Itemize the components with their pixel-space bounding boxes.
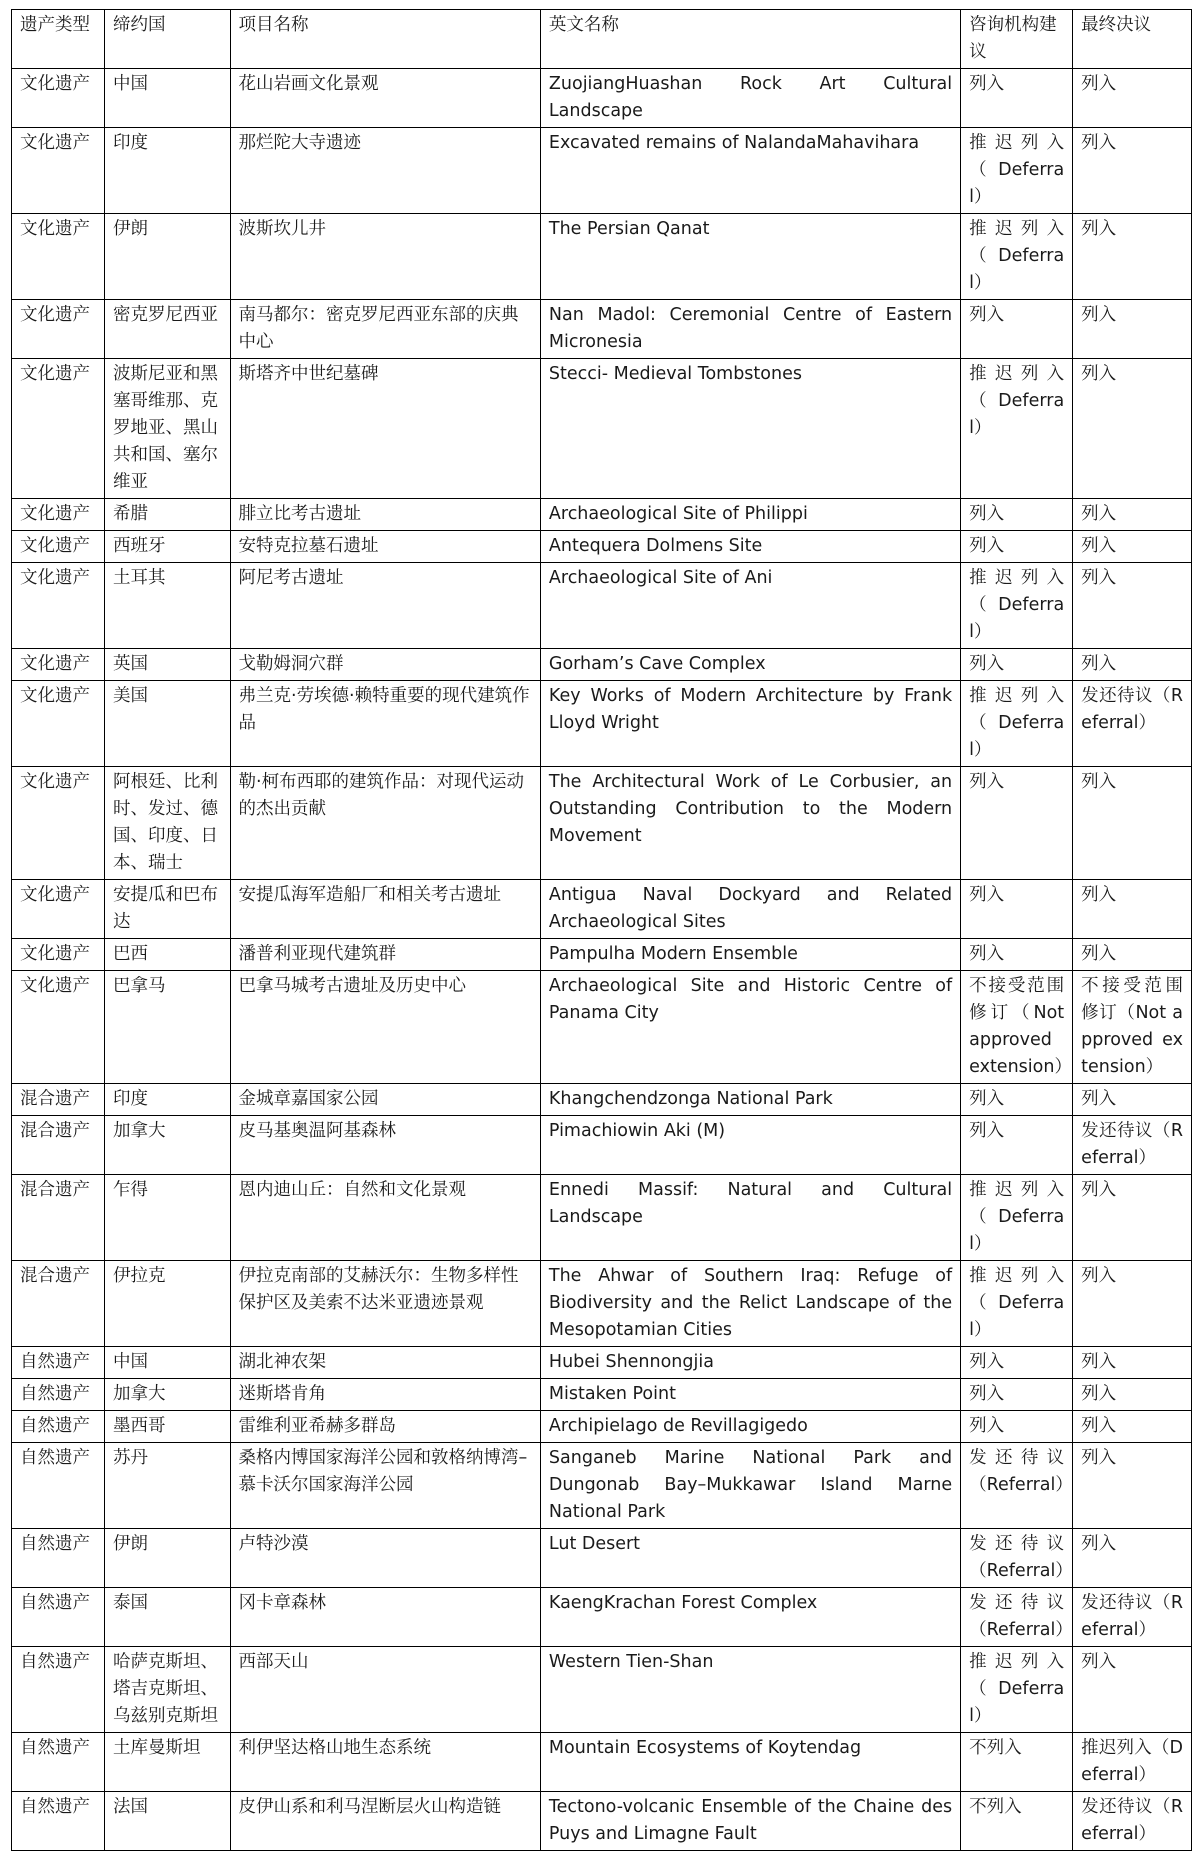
english-name-cell: Antequera Dolmens Site [540,531,960,563]
final-decision-cell: 发还待议（Referral） [1073,1588,1192,1647]
advisory-recommendation-cell: 列入 [961,300,1073,359]
project-name-cell: 湖北神农架 [230,1347,540,1379]
table-row [12,681,1192,767]
table-row [12,971,1192,1084]
final-decision-cell: 列入 [1073,359,1192,499]
heritage-type-cell: 自然遗产 [12,1647,105,1733]
state-party-cell: 乍得 [105,1175,231,1261]
header-project-name: 项目名称 [230,10,540,69]
english-name-cell: Archipielago de Revillagigedo [540,1411,960,1443]
final-decision-cell: 列入 [1073,563,1192,649]
state-party-cell: 安提瓜和巴布达 [105,880,231,939]
advisory-recommendation-cell: 列入 [961,69,1073,128]
final-decision-cell: 列入 [1073,1443,1192,1529]
advisory-recommendation-cell: 推迟列入（Deferral） [961,1261,1073,1347]
project-name-cell: 那烂陀大寺遗迹 [230,128,540,214]
heritage-type-cell: 文化遗产 [12,939,105,971]
advisory-recommendation-cell: 列入 [961,767,1073,880]
project-name-cell: 安提瓜海军造船厂和相关考古遗址 [230,880,540,939]
advisory-recommendation-cell: 列入 [961,1347,1073,1379]
advisory-recommendation-cell: 列入 [961,939,1073,971]
advisory-recommendation-cell: 列入 [961,649,1073,681]
heritage-type-cell: 文化遗产 [12,971,105,1084]
state-party-cell: 西班牙 [105,531,231,563]
heritage-type-cell: 混合遗产 [12,1175,105,1261]
heritage-type-cell: 文化遗产 [12,767,105,880]
state-party-cell: 伊朗 [105,214,231,300]
heritage-type-cell: 混合遗产 [12,1084,105,1116]
final-decision-cell: 列入 [1073,649,1192,681]
state-party-cell: 印度 [105,1084,231,1116]
table-row [12,1379,1192,1411]
table-row [12,767,1192,880]
project-name-cell: 南马都尔：密克罗尼西亚东部的庆典中心 [230,300,540,359]
project-name-cell: 波斯坎儿井 [230,214,540,300]
table-row [12,939,1192,971]
state-party-cell: 泰国 [105,1588,231,1647]
final-decision-cell: 列入 [1073,499,1192,531]
english-name-cell: The Architectural Work of Le Corbusier, an Outstanding Contribution to the Modern Movement [540,767,960,880]
final-decision-cell: 列入 [1073,531,1192,563]
english-name-cell: KaengKrachan Forest Complex [540,1588,960,1647]
table-row [12,1084,1192,1116]
header-heritage-type: 遗产类型 [12,10,105,69]
state-party-cell: 阿根廷、比利时、发过、德国、印度、日本、瑞士 [105,767,231,880]
final-decision-cell: 列入 [1073,880,1192,939]
project-name-cell: 西部天山 [230,1647,540,1733]
final-decision-cell: 发还待议（Referral） [1073,681,1192,767]
final-decision-cell: 列入 [1073,69,1192,128]
english-name-cell: Antigua Naval Dockyard and Related Archaeological Sites [540,880,960,939]
state-party-cell: 巴拿马 [105,971,231,1084]
state-party-cell: 中国 [105,69,231,128]
heritage-type-cell: 文化遗产 [12,128,105,214]
table-row [12,531,1192,563]
advisory-recommendation-cell: 推迟列入（Deferral） [961,1175,1073,1261]
final-decision-cell: 列入 [1073,128,1192,214]
heritage-type-cell: 自然遗产 [12,1443,105,1529]
advisory-recommendation-cell: 发还待议（Referral） [961,1443,1073,1529]
state-party-cell: 土耳其 [105,563,231,649]
heritage-type-cell: 文化遗产 [12,300,105,359]
table-row [12,1647,1192,1733]
english-name-cell: ZuojiangHuashan Rock Art Cultural Landscape [540,69,960,128]
heritage-type-cell: 自然遗产 [12,1411,105,1443]
state-party-cell: 美国 [105,681,231,767]
table-row [12,300,1192,359]
table-row [12,649,1192,681]
heritage-table [11,9,1192,1851]
project-name-cell: 冈卡章森林 [230,1588,540,1647]
heritage-type-cell: 文化遗产 [12,69,105,128]
english-name-cell: Nan Madol: Ceremonial Centre of Eastern Micronesia [540,300,960,359]
advisory-recommendation-cell: 推迟列入（Deferral） [961,214,1073,300]
english-name-cell: Excavated remains of NalandaMahavihara [540,128,960,214]
project-name-cell: 恩内迪山丘：自然和文化景观 [230,1175,540,1261]
final-decision-cell: 列入 [1073,1084,1192,1116]
project-name-cell: 斯塔齐中世纪墓碑 [230,359,540,499]
project-name-cell: 腓立比考古遗址 [230,499,540,531]
final-decision-cell: 列入 [1073,1175,1192,1261]
final-decision-cell: 列入 [1073,939,1192,971]
english-name-cell: Stecci- Medieval Tombstones [540,359,960,499]
state-party-cell: 伊朗 [105,1529,231,1588]
final-decision-cell: 列入 [1073,1261,1192,1347]
state-party-cell: 加拿大 [105,1116,231,1175]
table-row [12,69,1192,128]
table-row [12,214,1192,300]
project-name-cell: 潘普利亚现代建筑群 [230,939,540,971]
heritage-type-cell: 混合遗产 [12,1261,105,1347]
english-name-cell: Mountain Ecosystems of Koytendag [540,1733,960,1792]
state-party-cell: 伊拉克 [105,1261,231,1347]
advisory-recommendation-cell: 列入 [961,531,1073,563]
final-decision-cell: 推迟列入（Deferral） [1073,1733,1192,1792]
heritage-table-container [11,9,1192,1851]
english-name-cell: Khangchendzonga National Park [540,1084,960,1116]
header-row [12,10,1192,69]
table-row [12,1261,1192,1347]
advisory-recommendation-cell: 推迟列入（Deferral） [961,563,1073,649]
english-name-cell: The Ahwar of Southern Iraq: Refuge of Biodiversity and the Relict Landscape of the Mesopotamian Cities [540,1261,960,1347]
state-party-cell: 加拿大 [105,1379,231,1411]
project-name-cell: 卢特沙漠 [230,1529,540,1588]
english-name-cell: Pimachiowin Aki (M) [540,1116,960,1175]
final-decision-cell: 列入 [1073,1347,1192,1379]
state-party-cell: 希腊 [105,499,231,531]
heritage-type-cell: 文化遗产 [12,563,105,649]
final-decision-cell: 列入 [1073,300,1192,359]
heritage-type-cell: 文化遗产 [12,531,105,563]
final-decision-cell: 发还待议（Referral） [1073,1792,1192,1851]
table-row [12,880,1192,939]
table-row [12,128,1192,214]
heritage-type-cell: 自然遗产 [12,1529,105,1588]
state-party-cell: 印度 [105,128,231,214]
final-decision-cell: 列入 [1073,1529,1192,1588]
advisory-recommendation-cell: 发还待议（Referral） [961,1529,1073,1588]
heritage-type-cell: 自然遗产 [12,1347,105,1379]
english-name-cell: The Persian Qanat [540,214,960,300]
heritage-type-cell: 文化遗产 [12,499,105,531]
advisory-recommendation-cell: 列入 [961,1411,1073,1443]
final-decision-cell: 列入 [1073,214,1192,300]
table-row [12,359,1192,499]
project-name-cell: 勒·柯布西耶的建筑作品：对现代运动的杰出贡献 [230,767,540,880]
project-name-cell: 阿尼考古遗址 [230,563,540,649]
advisory-recommendation-cell: 列入 [961,1084,1073,1116]
heritage-type-cell: 文化遗产 [12,359,105,499]
heritage-type-cell: 文化遗产 [12,681,105,767]
advisory-recommendation-cell: 推迟列入（Deferral） [961,128,1073,214]
table-row [12,1411,1192,1443]
english-name-cell: Archaeological Site of Ani [540,563,960,649]
table-row [12,1588,1192,1647]
table-row [12,563,1192,649]
final-decision-cell: 列入 [1073,767,1192,880]
heritage-type-cell: 自然遗产 [12,1588,105,1647]
final-decision-cell: 列入 [1073,1647,1192,1733]
advisory-recommendation-cell: 列入 [961,499,1073,531]
state-party-cell: 法国 [105,1792,231,1851]
english-name-cell: Gorham’s Cave Complex [540,649,960,681]
project-name-cell: 巴拿马城考古遗址及历史中心 [230,971,540,1084]
advisory-recommendation-cell: 不列入 [961,1733,1073,1792]
english-name-cell: Mistaken Point [540,1379,960,1411]
advisory-recommendation-cell: 列入 [961,880,1073,939]
table-row [12,499,1192,531]
final-decision-cell: 列入 [1073,1411,1192,1443]
state-party-cell: 哈萨克斯坦、塔吉克斯坦、乌兹别克斯坦 [105,1647,231,1733]
state-party-cell: 墨西哥 [105,1411,231,1443]
header-state-party: 缔约国 [105,10,231,69]
heritage-type-cell: 混合遗产 [12,1116,105,1175]
english-name-cell: Lut Desert [540,1529,960,1588]
project-name-cell: 桑格内博国家海洋公园和敦格纳博湾–慕卡沃尔国家海洋公园 [230,1443,540,1529]
state-party-cell: 密克罗尼西亚 [105,300,231,359]
project-name-cell: 戈勒姆洞穴群 [230,649,540,681]
header-english-name: 英文名称 [540,10,960,69]
english-name-cell: Tectono-volcanic Ensemble of the Chaine des Puys and Limagne Fault [540,1792,960,1851]
project-name-cell: 安特克拉墓石遗址 [230,531,540,563]
table-row [12,1792,1192,1851]
state-party-cell: 苏丹 [105,1443,231,1529]
project-name-cell: 利伊坚达格山地生态系统 [230,1733,540,1792]
advisory-recommendation-cell: 推迟列入（Deferral） [961,681,1073,767]
table-row [12,1347,1192,1379]
english-name-cell: Archaeological Site of Philippi [540,499,960,531]
english-name-cell: Pampulha Modern Ensemble [540,939,960,971]
project-name-cell: 弗兰克·劳埃德·赖特重要的现代建筑作品 [230,681,540,767]
header-advisory-recommendation: 咨询机构建议 [961,10,1073,69]
advisory-recommendation-cell: 列入 [961,1116,1073,1175]
state-party-cell: 中国 [105,1347,231,1379]
project-name-cell: 花山岩画文化景观 [230,69,540,128]
heritage-type-cell: 自然遗产 [12,1792,105,1851]
final-decision-cell: 列入 [1073,1379,1192,1411]
english-name-cell: Ennedi Massif: Natural and Cultural Landscape [540,1175,960,1261]
english-name-cell: Sanganeb Marine National Park and Dungonab Bay–Mukkawar Island Marne National Park [540,1443,960,1529]
advisory-recommendation-cell: 推迟列入（Deferral） [961,1647,1073,1733]
heritage-type-cell: 文化遗产 [12,880,105,939]
project-name-cell: 金城章嘉国家公园 [230,1084,540,1116]
final-decision-cell: 发还待议（Referral） [1073,1116,1192,1175]
english-name-cell: Western Tien-Shan [540,1647,960,1733]
project-name-cell: 皮伊山系和利马涅断层火山构造链 [230,1792,540,1851]
header-final-decision: 最终决议 [1073,10,1192,69]
state-party-cell: 巴西 [105,939,231,971]
table-row [12,1175,1192,1261]
table-row [12,1443,1192,1529]
project-name-cell: 伊拉克南部的艾赫沃尔：生物多样性保护区及美索不达米亚遗迹景观 [230,1261,540,1347]
english-name-cell: Archaeological Site and Historic Centre of Panama City [540,971,960,1084]
advisory-recommendation-cell: 发还待议（Referral） [961,1588,1073,1647]
heritage-type-cell: 自然遗产 [12,1379,105,1411]
table-row [12,1733,1192,1792]
project-name-cell: 雷维利亚希赫多群岛 [230,1411,540,1443]
state-party-cell: 英国 [105,649,231,681]
final-decision-cell: 不接受范围修订（Not approved extension） [1073,971,1192,1084]
heritage-type-cell: 文化遗产 [12,214,105,300]
english-name-cell: Hubei Shennongjia [540,1347,960,1379]
state-party-cell: 波斯尼亚和黑塞哥维那、克罗地亚、黑山共和国、塞尔维亚 [105,359,231,499]
project-name-cell: 皮马基奥温阿基森林 [230,1116,540,1175]
table-row [12,1116,1192,1175]
advisory-recommendation-cell: 列入 [961,1379,1073,1411]
state-party-cell: 土库曼斯坦 [105,1733,231,1792]
advisory-recommendation-cell: 不接受范围修订（Not approved extension） [961,971,1073,1084]
english-name-cell: Key Works of Modern Architecture by Frank Lloyd Wright [540,681,960,767]
advisory-recommendation-cell: 不列入 [961,1792,1073,1851]
table-row [12,1529,1192,1588]
project-name-cell: 迷斯塔肯角 [230,1379,540,1411]
advisory-recommendation-cell: 推迟列入（Deferral） [961,359,1073,499]
heritage-type-cell: 文化遗产 [12,649,105,681]
heritage-type-cell: 自然遗产 [12,1733,105,1792]
